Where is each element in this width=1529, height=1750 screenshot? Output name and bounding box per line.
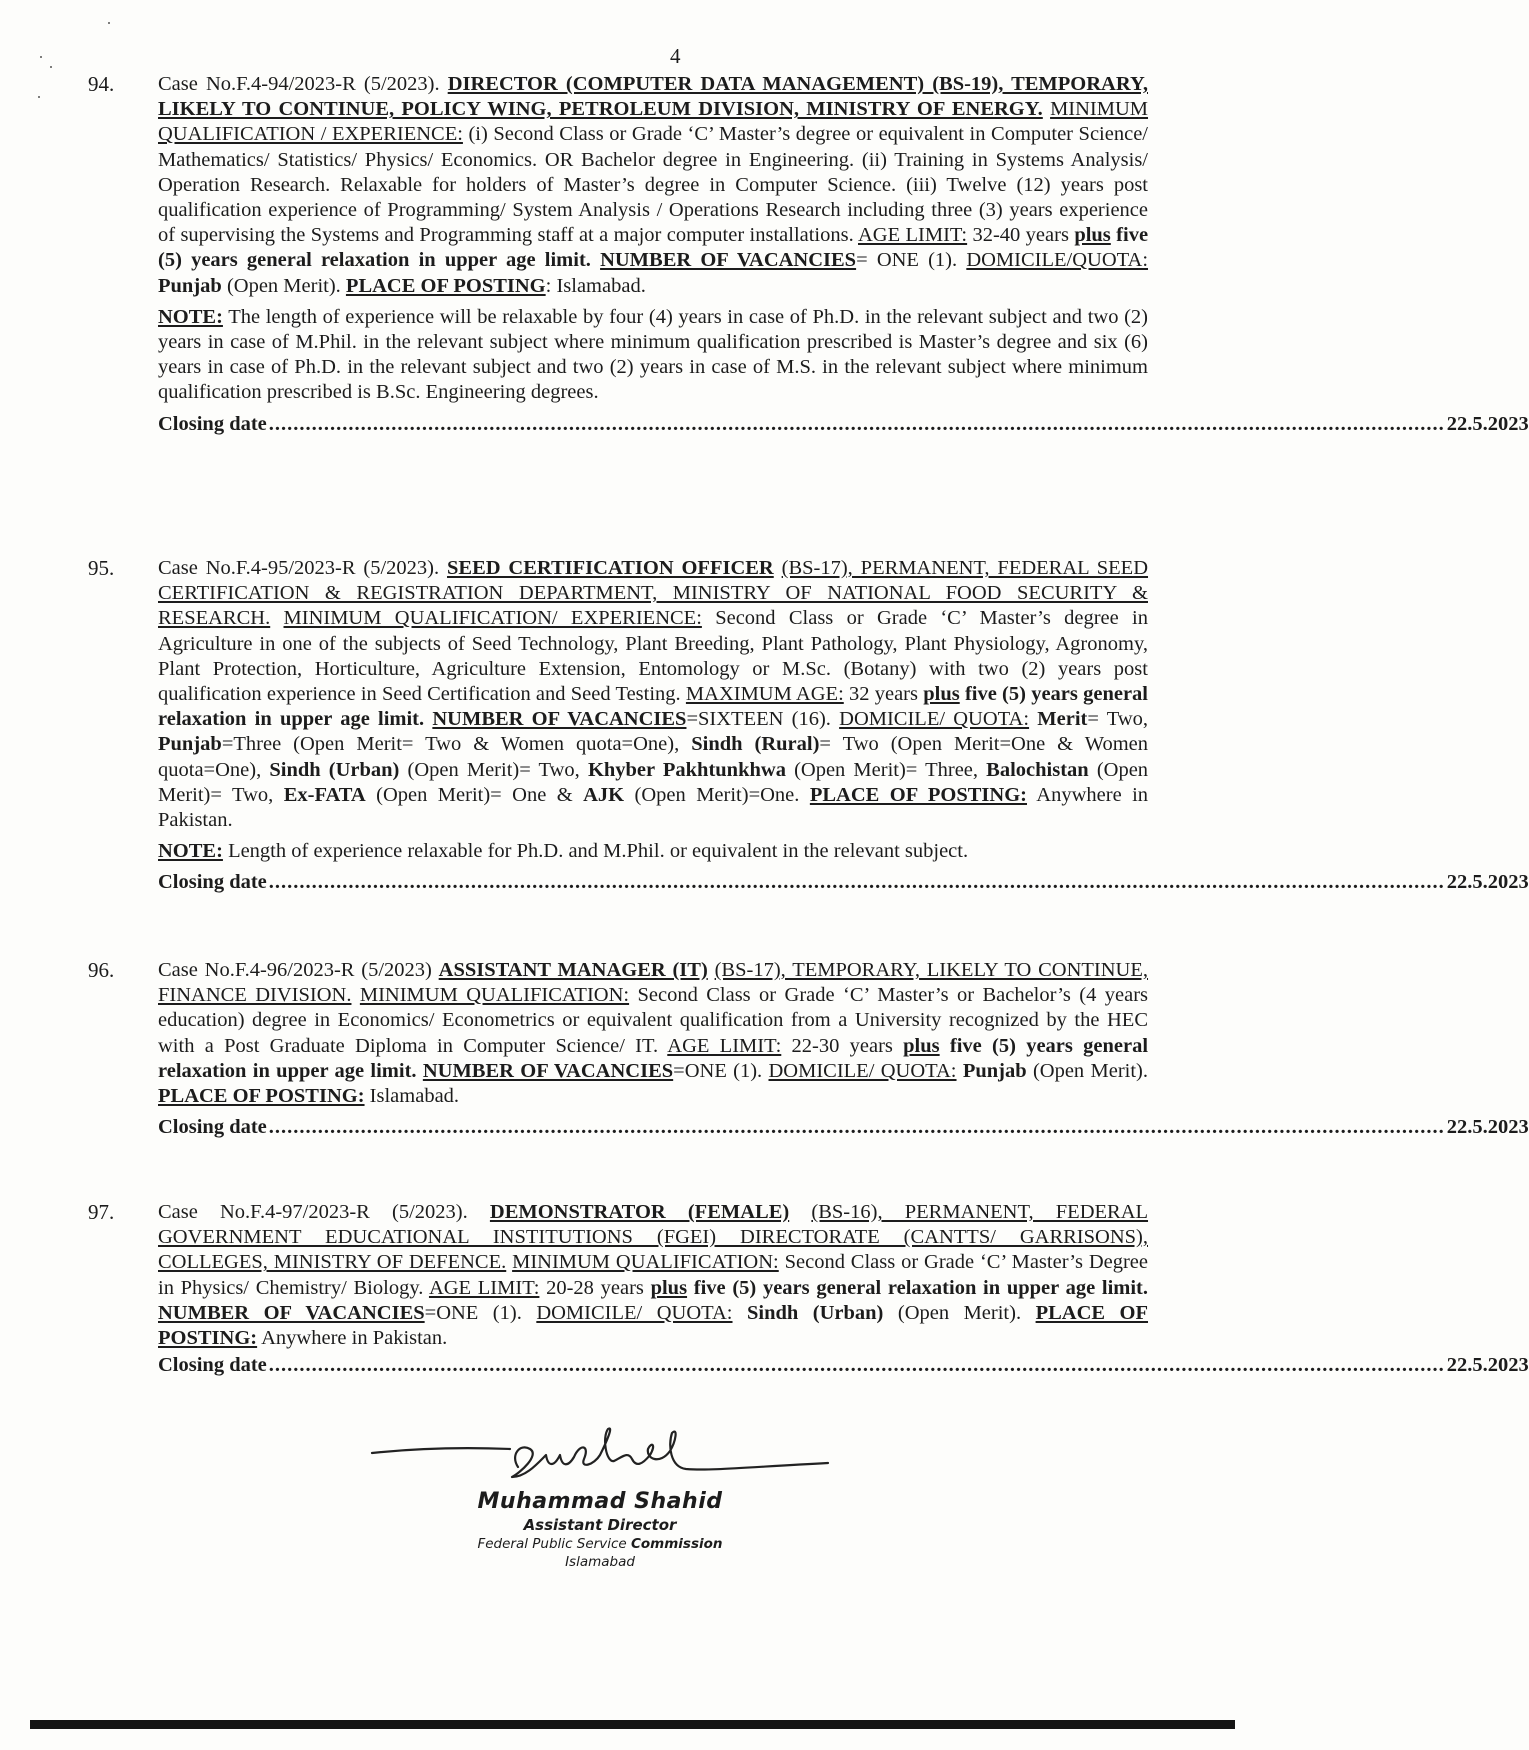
note-label: NOTE: [158, 305, 223, 328]
case-ref: Case No.F.4-97/2023-R (5/2023). [158, 1201, 468, 1223]
quota-region: Merit [1037, 708, 1088, 731]
age-label: AGE LIMIT: [428, 1276, 540, 1299]
domicile-province: Sindh (Urban) [747, 1301, 884, 1324]
domicile-province: Punjab [158, 274, 222, 297]
domicile-label: DOMICILE/ QUOTA: [768, 1059, 957, 1082]
age-label: MAXIMUM AGE: [685, 683, 844, 706]
closing-date-label: Closing date [158, 1354, 267, 1377]
note-text: Length of experience relaxable for Ph.D. and M.Phil. or equivalent in the relevant subject. [228, 840, 969, 863]
domicile-label: DOMICILE/ QUOTA: [536, 1301, 733, 1324]
signatory-title: Assistant Director [523, 1516, 677, 1534]
domicile-text: (Open Merit). [1032, 1059, 1148, 1082]
age-label: AGE LIMIT: [858, 224, 968, 247]
age-relaxation: five (5) years general relaxation in upper age limit. [158, 224, 1149, 272]
qualification-text: (i) Second Class or Grade ‘C’ Master’s degree or equivalent in Computer Science/ Mathematics/ Statistics/ Physics/ Economics. OR Bachelor degree in Engineering. (ii) Training in Systems Analysis/ Operation Research. Relaxable for holders of Master’s degree in Computer Science. (iii) Twelve (12) years post qualification experience of Programming/ System Analysis / Operations Research including three (3) years experience of supervising the Systems and Programming staff at a major computer installations. [158, 123, 1148, 247]
bottom-rule [30, 1720, 1235, 1729]
qualification-text: Second Class or Grade ‘C’ Master’s degree in Agriculture in one of the subjects of Seed Technology, Plant Breeding, Plant Pathology, Plant Physiology, Agronomy, Plant Protection, Horticulture, Agriculture Extension, Entomology or M.Sc. (Botany) with two (2) years post qualification experience in Seed Certification and Seed Testing. [158, 607, 1149, 706]
quota-region: Punjab [158, 733, 222, 756]
age-text: 32-40 years [972, 224, 1069, 247]
age-relaxation: five (5) years general relaxation in upper age limit. [158, 683, 1148, 731]
quota-region: Khyber Pakhtunkhwa [587, 758, 786, 781]
scan-speck [108, 22, 110, 24]
quota-region: Sindh (Urban) [269, 758, 400, 781]
case-95-note [158, 839, 1148, 864]
closing-date-value: 22.5.2023 [1446, 1116, 1529, 1139]
scan-speck [40, 56, 42, 58]
closing-date-value: 22.5.2023 [1446, 1354, 1529, 1377]
case-94 [88, 72, 1529, 437]
closing-date-row [158, 1115, 1529, 1140]
post-title: DEMONSTRATOR (FEMALE) [489, 1201, 790, 1223]
age-relaxation: five (5) years general relaxation in upper age limit. [693, 1276, 1148, 1299]
closing-date-label: Closing date [158, 1116, 267, 1139]
domicile-text: (Open Merit). [897, 1301, 1022, 1324]
posting-label: PLACE OF POSTING: [158, 1085, 365, 1108]
case-number: 94. [88, 72, 115, 96]
age-relaxation: five (5) years general relaxation in upper age limit. [158, 1034, 1149, 1082]
quota-region: Sindh (Rural) [691, 733, 820, 756]
case-number: 97. [88, 1200, 115, 1224]
domicile-label: DOMICILE/ QUOTA: [839, 708, 1030, 731]
case-95 [88, 556, 1529, 896]
vacancies-label: NUMBER OF VACANCIES [600, 249, 857, 272]
qualification-label: MINIMUM QUALIFICATION: [512, 1251, 779, 1274]
closing-date-value: 22.5.2023 [1446, 412, 1529, 435]
case-number: 96. [88, 958, 115, 982]
case-96-main [158, 958, 1148, 1109]
post-details: (BS-17), TEMPORARY, LIKELY TO CONTINUE, FINANCE DIVISION. [158, 959, 1149, 1007]
vacancies-label: NUMBER OF VACANCIES [422, 1059, 674, 1082]
signatory-organization [370, 1536, 830, 1552]
closing-date-row [158, 870, 1529, 895]
plus-word: plus [923, 683, 960, 706]
post-title: DIRECTOR (COMPUTER DATA MANAGEMENT) (BS-19), TEMPORARY, LIKELY TO CONTINUE, POLICY WING, PETROLEUM DIVISION, MINISTRY OF ENERGY. [158, 73, 1148, 121]
organization-name-bold: Commission [630, 1536, 723, 1552]
posting-text: Anywhere in Pakistan. [158, 783, 1149, 832]
post-details: (BS-16), PERMANENT, FEDERAL GOVERNMENT EDUCATIONAL INSTITUTIONS (FGEI) DIRECTORATE (CANTTS/ GARRISONS), COLLEGES, MINISTRY OF DEFENCE. [158, 1201, 1149, 1274]
plus-word: plus [903, 1034, 940, 1057]
case-96 [88, 958, 1529, 1140]
qualification-text: Second Class or Grade ‘C’ Master’s or Bachelor’s (4 years education) degree in Economics/ Econometrics or equivalent qualification from a University recognized by the HEC with a Post Graduate Diploma in Computer Science/ IT. [158, 984, 1149, 1057]
signatory-name: Muhammad Shahid [477, 1489, 723, 1514]
closing-date-row [158, 412, 1529, 437]
posting-label: PLACE OF POSTING: [809, 783, 1027, 806]
page-number: 4 [670, 44, 681, 68]
quota-share: (Open Merit)= Two, [407, 758, 580, 781]
vacancies-text: =ONE (1). [673, 1059, 763, 1082]
quota-share: = Two, [1087, 708, 1149, 731]
case-number: 95. [88, 556, 115, 580]
age-label: AGE LIMIT: [667, 1034, 782, 1057]
leader-dots: ................................................................................................................................................................................................ [268, 412, 1445, 435]
quota-share: (Open Merit)= Three, [794, 758, 979, 781]
posting-text: Anywhere in Pakistan. [261, 1327, 448, 1350]
vacancies-label: NUMBER OF VACANCIES [158, 1301, 425, 1324]
quota-region: Ex-FATA [283, 783, 366, 806]
qualification-label: MINIMUM QUALIFICATION / EXPERIENCE: [158, 98, 1149, 146]
post-details: (BS-17), PERMANENT, FEDERAL SEED CERTIFICATION & REGISTRATION DEPARTMENT, MINISTRY OF NATIONAL FOOD SECURITY & RESEARCH. [158, 557, 1149, 630]
qualification-label: MINIMUM QUALIFICATION/ EXPERIENCE: [283, 607, 702, 630]
posting-text: : Islamabad. [545, 274, 646, 297]
quota-share: (Open Merit)= One & [376, 783, 573, 806]
closing-date-label: Closing date [158, 412, 267, 435]
note-text: The length of experience will be relaxable by four (4) years in case of Ph.D. in the relevant subject and two (2) years in case of M.Phil. in the relevant subject where minimum qualification prescribed is Master’s degree and six (6) years in case of Ph.D. in the relevant subject and two (2) years in case of M.S. in the relevant subject where minimum qualification prescribed is B.Sc. Engineering degrees. [158, 305, 1148, 404]
organization-name: Federal Public Service [477, 1536, 627, 1552]
posting-label: PLACE OF POSTING: [158, 1301, 1149, 1350]
quota-region: AJK [583, 783, 625, 806]
post-title: ASSISTANT MANAGER (IT) [438, 959, 708, 981]
quota-share: =Three (Open Merit= Two & Women quota=One), [221, 733, 680, 756]
vacancies-text: =SIXTEEN (16). [686, 708, 831, 731]
vacancies-text: =ONE (1). [424, 1301, 522, 1324]
vacancies-label: NUMBER OF VACANCIES [432, 708, 687, 731]
handwritten-signature [370, 1415, 830, 1495]
case-ref: Case No.F.4-96/2023-R (5/2023) [158, 959, 432, 981]
vacancies-text: = ONE (1). [856, 249, 958, 272]
closing-date-value: 22.5.2023 [1446, 871, 1529, 894]
quota-share: = Two (Open Merit=One & Women quota=One), [158, 733, 1148, 781]
quota-share: (Open Merit)= Two, [158, 758, 1149, 806]
leader-dots: ................................................................................................................................................................................................ [268, 1354, 1445, 1377]
scan-speck [38, 96, 40, 98]
age-text: 22-30 years [791, 1034, 893, 1057]
case-94-note [158, 305, 1148, 406]
signature-block [370, 1415, 830, 1570]
age-text: 20-28 years [546, 1276, 644, 1299]
note-label: NOTE: [158, 840, 223, 863]
domicile-text: (Open Merit). [226, 274, 341, 297]
case-97-main [158, 1200, 1148, 1351]
case-97 [88, 1200, 1529, 1378]
case-ref: Case No.F.4-94/2023-R (5/2023). [158, 73, 440, 95]
plus-word: plus [650, 1276, 688, 1299]
case-ref: Case No.F.4-95/2023-R (5/2023). [158, 557, 440, 579]
quota-share: (Open Merit)=One. [634, 783, 800, 806]
closing-date-row [158, 1353, 1529, 1378]
age-text: 32 years [849, 683, 918, 706]
closing-date-label: Closing date [158, 871, 267, 894]
case-95-main [158, 556, 1148, 833]
post-title: SEED CERTIFICATION OFFICER [447, 557, 774, 579]
qualification-label: MINIMUM QUALIFICATION: [359, 984, 630, 1007]
scan-speck [50, 66, 52, 68]
leader-dots: ................................................................................................................................................................................................ [268, 1116, 1445, 1139]
posting-label: PLACE OF POSTING [345, 274, 546, 297]
quota-region: Balochistan [986, 758, 1089, 781]
case-94-main [158, 72, 1148, 299]
posting-text: Islamabad. [369, 1085, 460, 1108]
domicile-label: DOMICILE/QUOTA: [966, 249, 1149, 272]
leader-dots: ................................................................................................................................................................................................ [268, 871, 1445, 894]
signatory-city: Islamabad [565, 1554, 635, 1570]
qualification-text: Second Class or Grade ‘C’ Master’s Degree in Physics/ Chemistry/ Biology. [158, 1251, 1148, 1299]
plus-word: plus [1074, 224, 1111, 247]
domicile-province: Punjab [962, 1059, 1027, 1082]
